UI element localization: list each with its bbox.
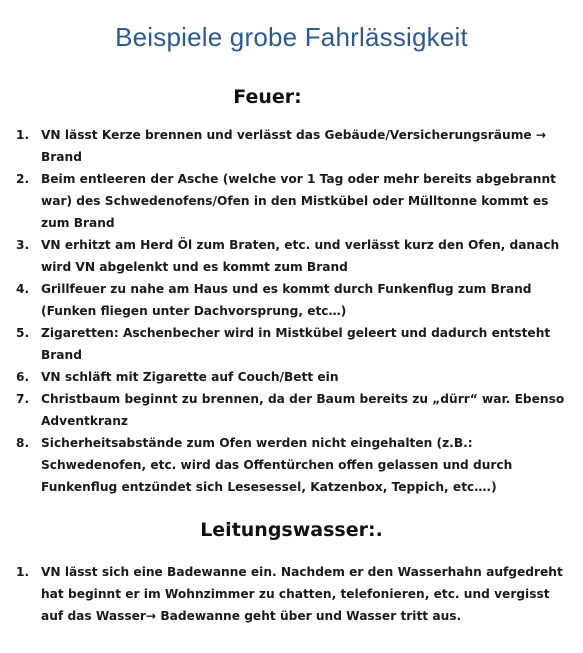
list-item-text: Grillfeuer zu nahe am Haus und es kommt durch Funkenflug zum Brand (Funken fliegen unter Dachvorsprung, etc…) — [41, 282, 532, 318]
list-item — [0, 561, 568, 627]
list-item-number: 5. — [16, 326, 30, 340]
list-item-text: Sicherheitsabstände zum Ofen werden nicht eingehalten (z.B.: Schwedenofen, etc. wird das Offentürchen offen gelassen und durch Funkenflug entzündet sich Lesesessel, Katzenbox, Teppich, etc….) — [41, 436, 513, 494]
list-item-text: VN erhitzt am Herd Öl zum Braten, etc. und verlässt kurz den Ofen, danach wird VN abgelenkt und es kommt zum Brand — [41, 238, 560, 274]
page-title: Beispiele grobe Fahrlässigkeit — [115, 22, 468, 52]
list-item — [0, 168, 568, 234]
feuer-list — [0, 124, 568, 498]
list-item-number: 1. — [16, 128, 30, 142]
list-item-number: 3. — [16, 238, 30, 252]
list-item — [0, 432, 568, 498]
list-item-text: VN lässt Kerze brennen und verlässt das Gebäude/Versicherungsräume → Brand — [41, 128, 547, 164]
list-item-text: VN lässt sich eine Badewanne ein. Nachdem er den Wasserhahn aufgedreht hat beginnt er im Wohnzimmer zu chatten, telefonieren, etc. und vergisst auf das Wasser→ Badewanne geht über und Wasser tritt aus. — [41, 565, 563, 623]
list-item — [0, 388, 568, 432]
list-item-number: 8. — [16, 436, 30, 450]
list-item — [0, 366, 568, 388]
list-item — [0, 124, 568, 168]
list-item-text: Christbaum beginnt zu brennen, da der Baum bereits zu „dürr“ war. Ebenso Adventkranz — [41, 392, 565, 428]
leitungswasser-list — [0, 561, 568, 627]
list-item — [0, 278, 568, 322]
list-item-number: 7. — [16, 392, 30, 406]
list-item-number: 4. — [16, 282, 30, 296]
list-item-number: 2. — [16, 172, 30, 186]
list-item-text: Zigaretten: Aschenbecher wird in Mistkübel geleert und dadurch entsteht Brand — [41, 326, 551, 362]
section-heading-feuer: Feuer: — [233, 86, 302, 108]
list-item — [0, 322, 568, 366]
list-item — [0, 234, 568, 278]
list-item-number: 1. — [16, 565, 30, 579]
list-item-text: VN schläft mit Zigarette auf Couch/Bett ein — [41, 370, 339, 384]
list-item-number: 6. — [16, 370, 30, 384]
list-item-text: Beim entleeren der Asche (welche vor 1 Tag oder mehr bereits abgebrannt war) des Schwedenofens/Ofen in den Mistkübel oder Mülltonne kommt es zum Brand — [41, 172, 556, 230]
section-heading-leitungswasser: Leitungswasser:. — [200, 519, 383, 541]
